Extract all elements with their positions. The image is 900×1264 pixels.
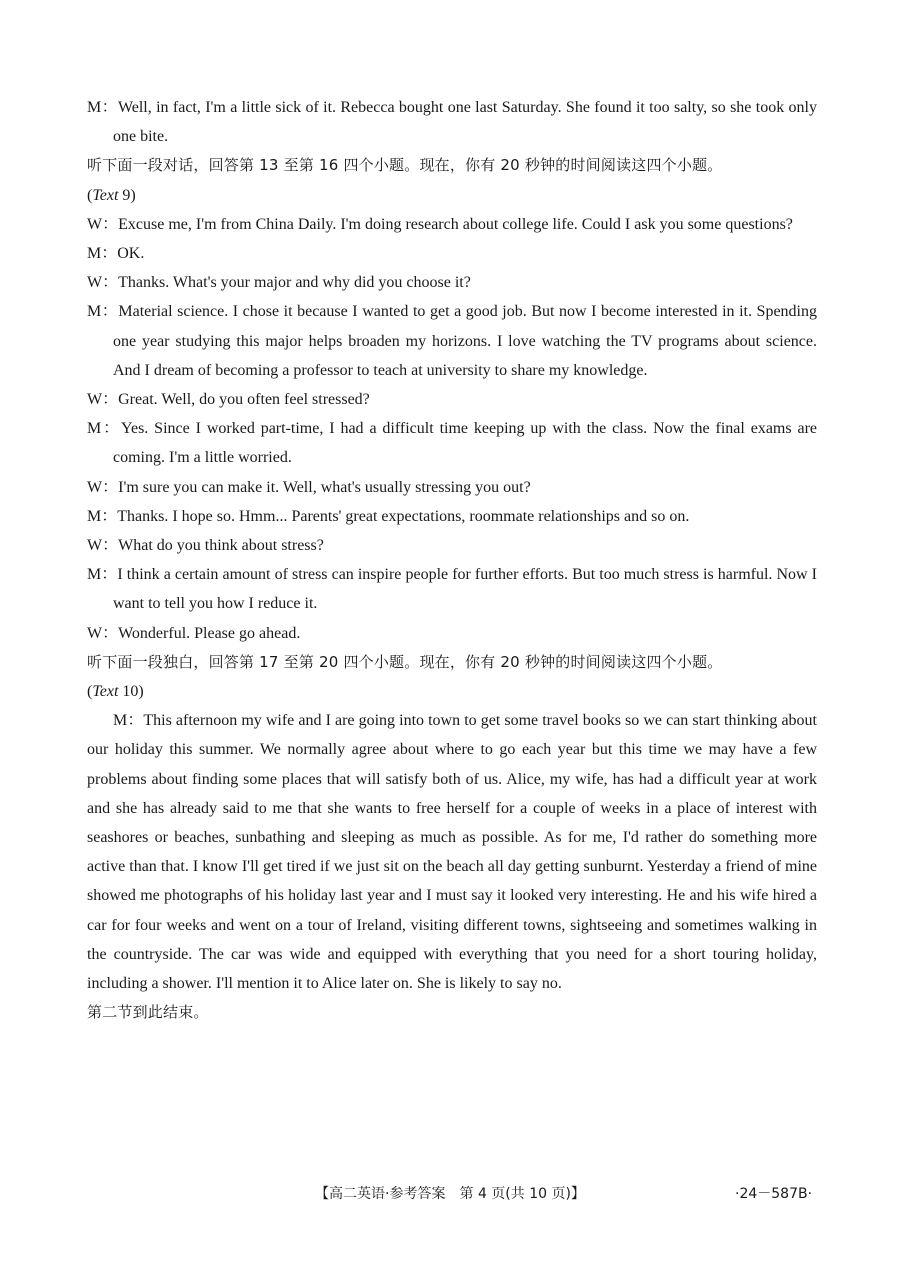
- speaker-label: W：: [87, 478, 119, 496]
- text-label-suffix: 10): [118, 683, 144, 701]
- page-footer: 【高二英语·参考答案 第 4 页(共 10 页)】: [315, 1186, 585, 1202]
- dialogue-text: What do you think about stress?: [118, 537, 324, 555]
- dialogue-turn: [87, 531, 817, 560]
- speaker-label: M：: [87, 303, 119, 321]
- dialogue-text: Yes. Since I worked part-time, I had a difficult time keeping up with the class. Now the final exams are coming. I'm a little worried.: [113, 420, 818, 467]
- text-label-word: Text: [92, 186, 119, 204]
- speaker-label: M：: [87, 99, 118, 116]
- dialogue-turn: [87, 473, 817, 502]
- text-label: [87, 677, 817, 706]
- document-body: [87, 93, 817, 1028]
- speaker-label: M：: [87, 566, 118, 584]
- speaker-label: W：: [87, 624, 119, 642]
- dialogue-text: Thanks. What's your major and why did you choose it?: [118, 274, 471, 292]
- speaker-label: M：: [87, 420, 122, 438]
- speaker-label: W：: [87, 537, 119, 555]
- monologue-paragraph: M：This afternoon my wife and I are going into town to get some travel books so we can start thinking about our holiday this summer. We normally agree about where to go each year but this time we may have a few problems about finding some places that will satisfy both of us. Alice, my wife, has had a difficult year at work and she has already said to me that she wants to free herself for a couple of weeks in a place of interest with seashores or beaches, sunbathing and sleeping as much as possible. As for me, I'd rather do something more active than that. I know I'll get tired if we just sit on the beach all day getting sunburnt. Yesterday a friend of mine showed me photographs of his holiday last year and I must say it looked very interesting. He and his wife hired a car for four weeks and went on a tour of Ireland, visiting different towns, sightseeing and sometimes walking in the countryside. The car was wide and equipped with everything that you need for a short touring holiday, including a shower. I'll mention it to Alice later on. She is likely to say no.: [87, 712, 818, 993]
- dialogue-text: Thanks. I hope so. Hmm... Parents' great expectations, roommate relationships and so on.: [117, 507, 690, 525]
- dialogue-text: I think a certain amount of stress can inspire people for further efforts. But too much stress is harmful. Now I want to tell you how I reduce it.: [113, 566, 817, 613]
- dialogue-text: Great. Well, do you often feel stressed?: [118, 391, 370, 409]
- section-instruction: 第二节到此结束。: [87, 1003, 209, 1022]
- text-label-prefix: (: [87, 683, 93, 701]
- dialogue-text: Wonderful. Please go ahead.: [118, 624, 301, 642]
- dialogue-text: I'm sure you can make it. Well, what's usually stressing you out?: [118, 478, 531, 496]
- text-label-word: Text: [92, 683, 119, 701]
- dialogue-turn: [87, 210, 817, 239]
- dialogue-text: OK.: [117, 245, 145, 263]
- dialogue-turn: [87, 414, 817, 472]
- dialogue-text: Excuse me, I'm from China Daily. I'm doing research about college life. Could I ask you some questions?: [118, 215, 793, 233]
- speaker-label: W：: [87, 391, 119, 409]
- text-label-suffix: 9): [118, 186, 136, 204]
- dialogue-turn: [87, 619, 817, 648]
- dialogue-turn: [87, 297, 817, 385]
- speaker-label: M：: [87, 507, 118, 525]
- speaker-label: M：: [87, 245, 118, 263]
- speaker-label: W：: [87, 215, 119, 233]
- dialogue-turn: [87, 239, 817, 268]
- dialogue-turn: [87, 268, 817, 297]
- dialogue-turn: [87, 560, 817, 618]
- speaker-label: W：: [87, 274, 119, 292]
- dialogue-turn: [87, 93, 817, 151]
- dialogue-text: Well, in fact, I'm a little sick of it. Rebecca bought one last Saturday. She found it too salty, so she took only one bite.: [113, 99, 817, 146]
- section-instruction: 听下面一段对话，回答第 13 至第 16 四个小题。现在，你有 20 秒钟的时间阅读这四个小题。: [87, 156, 723, 175]
- section-instruction: 听下面一段独白，回答第 17 至第 20 四个小题。现在，你有 20 秒钟的时间阅读这四个小题。: [87, 652, 723, 671]
- dialogue-text: Material science. I chose it because I wanted to get a good job. But now I become interested in it. Spending one year studying this major helps broaden my horizons. I love watching the TV programs about science. And I dream of becoming a professor to teach at university to share my knowledge.: [113, 303, 817, 379]
- dialogue-turn: [87, 502, 817, 531]
- text-label-prefix: (: [87, 186, 93, 204]
- text-label: [87, 181, 817, 210]
- document-code: ·24－587B·: [735, 1186, 813, 1202]
- dialogue-turn: [87, 385, 817, 414]
